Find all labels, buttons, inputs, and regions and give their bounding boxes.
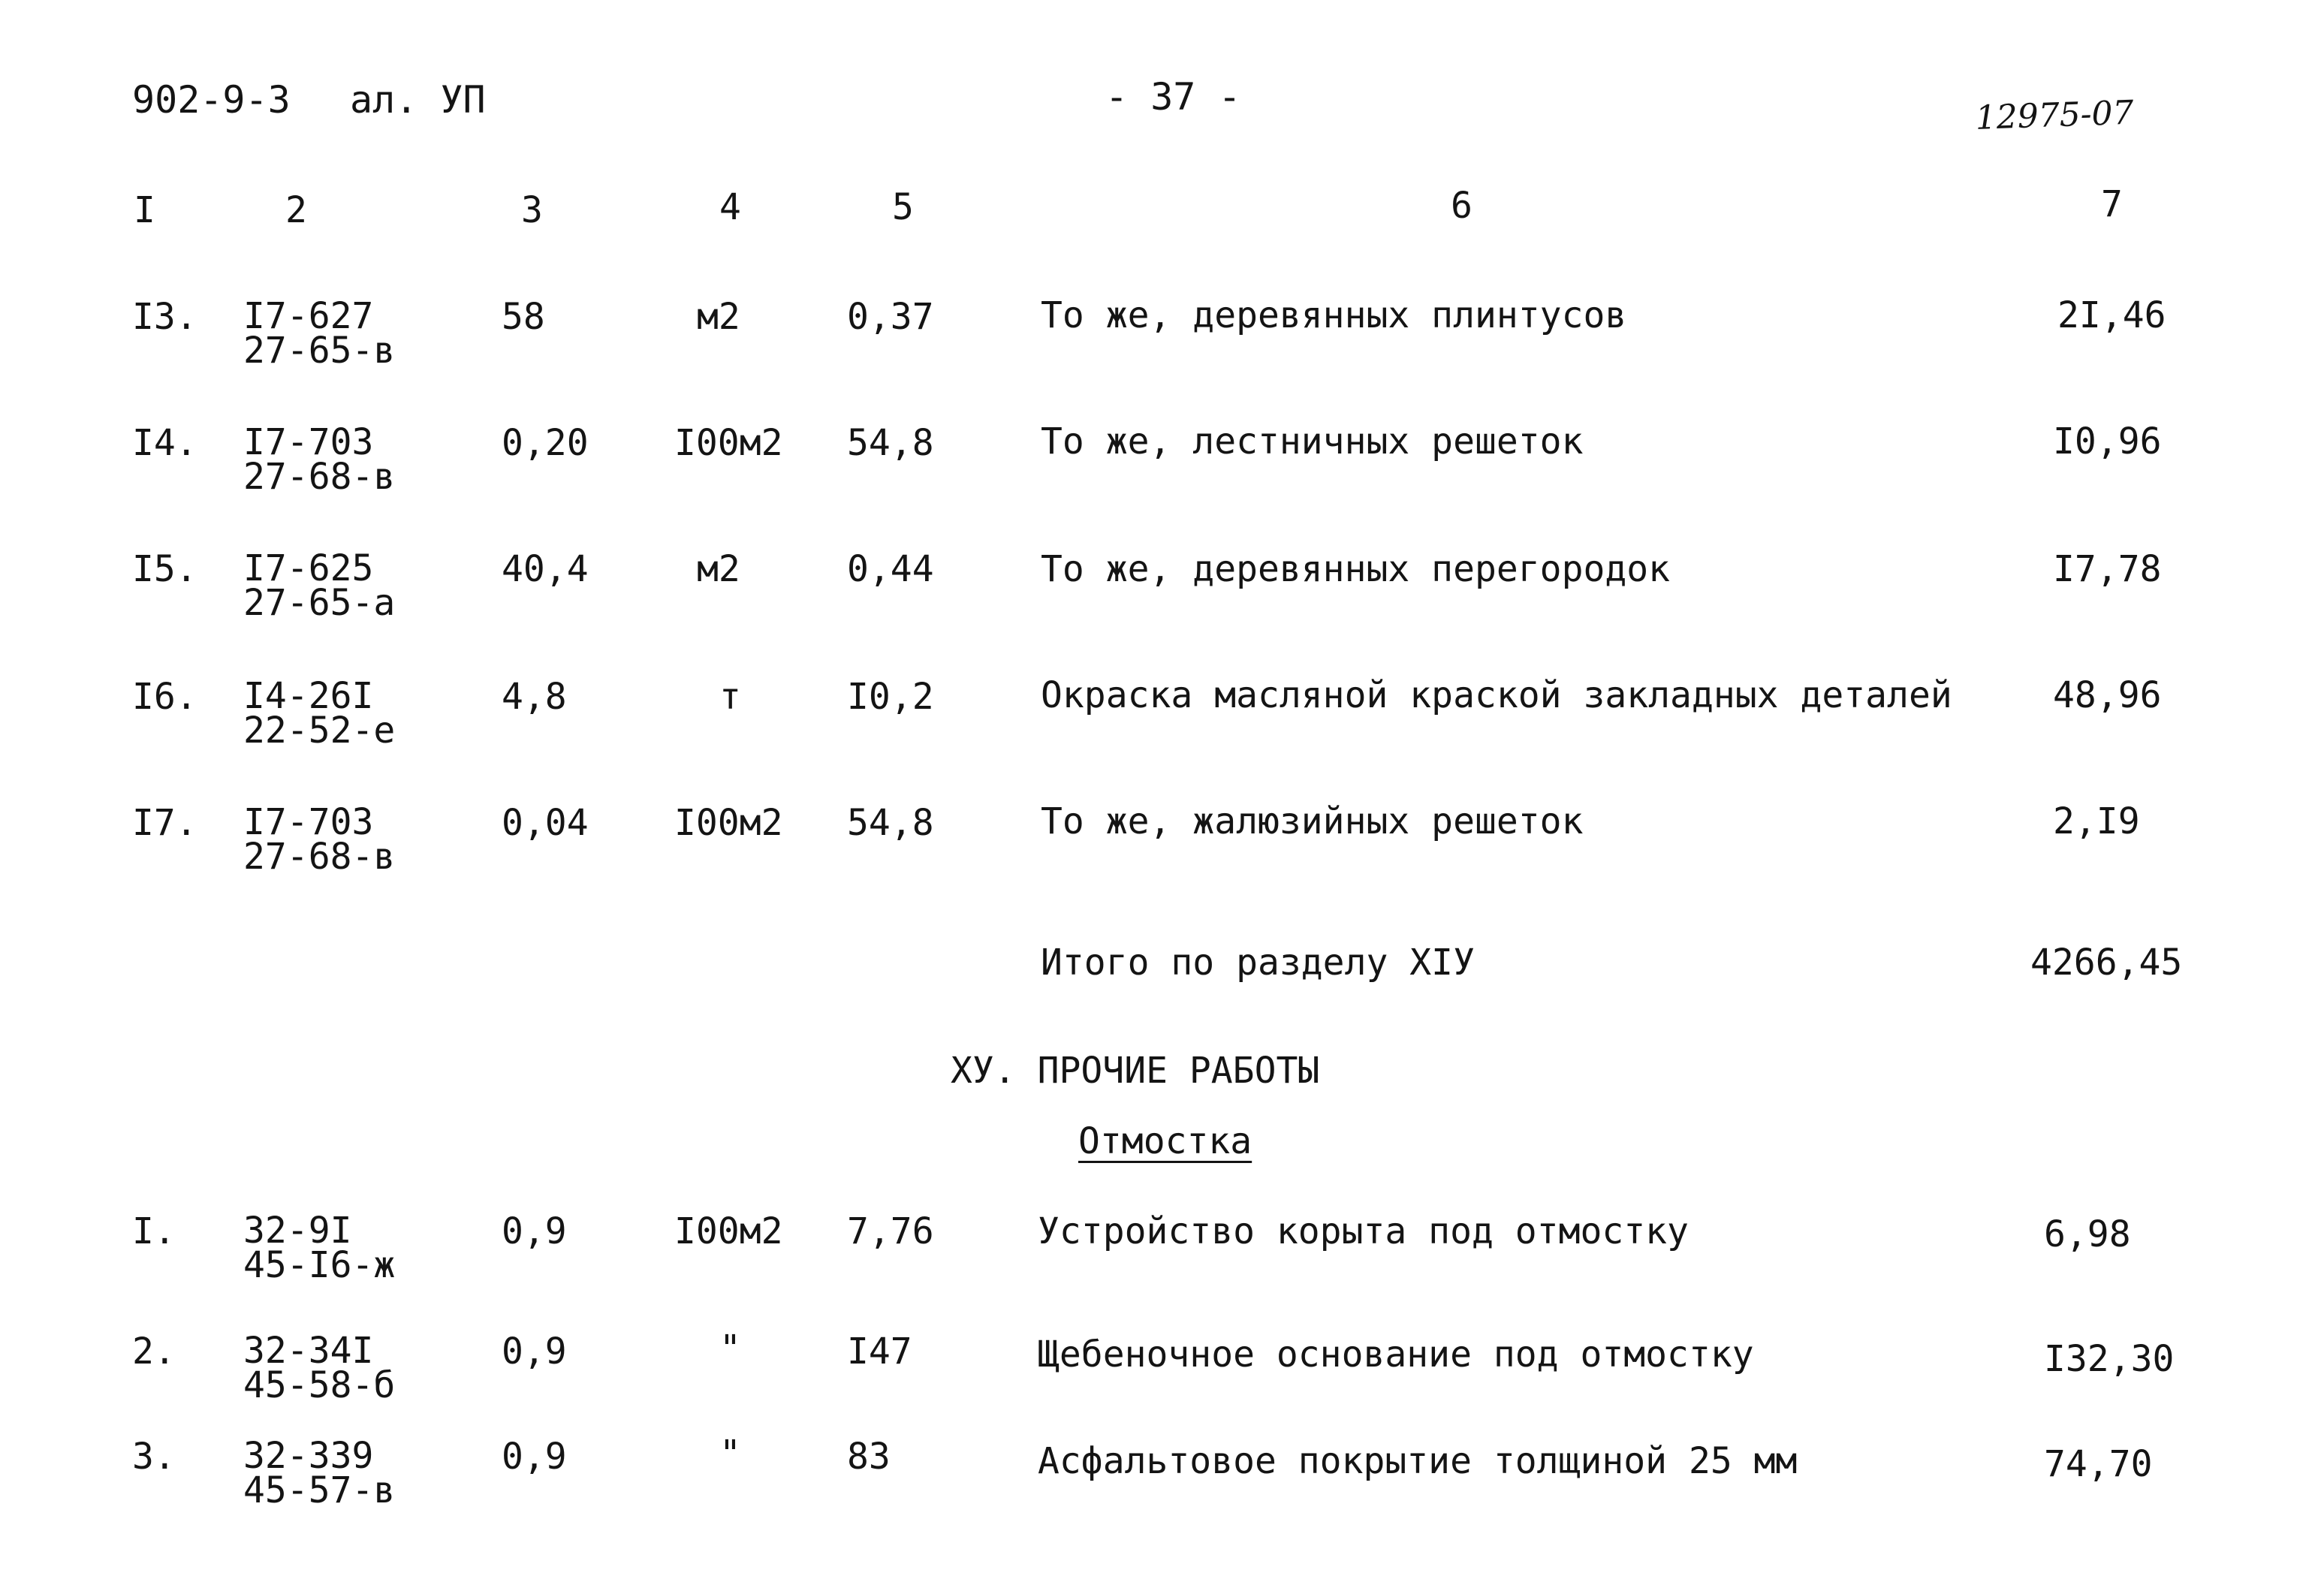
column-number: 7 (2101, 183, 2123, 225)
description: Окраска масляной краской закладных деталей (1041, 674, 1952, 716)
subsection-title: Отмостка (1078, 1120, 1252, 1162)
page-number: - 37 - (1105, 75, 1241, 119)
unit-price: 0,44 (847, 548, 934, 590)
unit-price: 83 (847, 1436, 891, 1478)
rate-code: I7-703 (243, 801, 374, 843)
price-code: 27-65-а (243, 582, 396, 624)
description: То же, деревянных перегородок (1041, 548, 1671, 590)
unit: м2 (697, 296, 740, 338)
ditto-mark: " (719, 1327, 741, 1370)
row-total: 2I,46 (2057, 294, 2166, 336)
rate-code: I7-625 (243, 547, 374, 589)
rate-code: I7-703 (243, 421, 374, 463)
album-label: ал. УП (350, 78, 486, 122)
quantity: 0,9 (502, 1330, 567, 1373)
rate-code: 32-34I (243, 1330, 374, 1372)
row-total: I32,30 (2044, 1338, 2175, 1380)
quantity: 0,9 (502, 1210, 567, 1252)
description: То же, лестничных решеток (1041, 420, 1584, 463)
price-code: 45-I6-ж (243, 1244, 396, 1286)
row-total: 48,96 (2053, 674, 2162, 716)
row-total: I7,78 (2053, 548, 2162, 590)
unit-price: 7,76 (847, 1210, 934, 1252)
unit: I00м2 (674, 422, 783, 464)
rate-code: 32-9I (243, 1210, 352, 1252)
quantity: 0,9 (502, 1436, 567, 1478)
row-total: 74,70 (2044, 1443, 2153, 1485)
column-number: I (134, 189, 155, 231)
row-total: I0,96 (2053, 420, 2162, 463)
unit: т (719, 676, 741, 718)
quantity: 0,20 (502, 422, 589, 464)
row-number: I7. (132, 802, 197, 844)
quantity: 58 (502, 296, 545, 338)
rate-code: I4-26I (243, 675, 374, 717)
row-number: I6. (132, 676, 197, 718)
ditto-mark: " (719, 1433, 741, 1475)
row-total: 6,98 (2044, 1213, 2131, 1255)
row-number: 3. (132, 1436, 176, 1478)
row-number: 2. (132, 1330, 176, 1373)
rate-code: 32-339 (243, 1435, 374, 1477)
quantity: 4,8 (502, 676, 567, 718)
quantity: 40,4 (502, 548, 589, 590)
price-code: 27-65-в (243, 330, 396, 372)
unit-price: I0,2 (847, 676, 934, 718)
unit: м2 (697, 548, 740, 590)
row-number: I5. (132, 548, 197, 590)
section-total-value: 4266,45 (2030, 942, 2183, 984)
column-number: 3 (521, 189, 543, 231)
section-total-label: Итого по разделу XIУ (1041, 942, 1475, 984)
price-code: 45-57-в (243, 1469, 396, 1511)
description: Щебеночное основание под отмостку (1038, 1333, 1754, 1376)
price-code: 22-52-е (243, 710, 396, 752)
description: То же, жалюзийных решеток (1041, 800, 1584, 842)
document-code: 902-9-3 (132, 78, 291, 122)
column-number: 4 (719, 186, 741, 228)
row-number: I4. (132, 422, 197, 464)
column-number: 2 (285, 189, 307, 231)
row-number: I3. (132, 296, 197, 338)
inventory-number: 12975-07 (1974, 93, 2135, 137)
unit-price: I47 (847, 1330, 912, 1373)
price-code: 27-68-в (243, 456, 396, 498)
description: Устройство корыта под отмостку (1038, 1210, 1689, 1252)
rate-code: I7-627 (243, 295, 374, 337)
description: То же, деревянных плинтусов (1041, 294, 1627, 336)
row-number: I. (132, 1210, 176, 1252)
column-number: 5 (892, 186, 914, 228)
column-number: 6 (1451, 185, 1472, 227)
unit: I00м2 (674, 802, 783, 844)
unit: I00м2 (674, 1210, 783, 1252)
price-code: 27-68-в (243, 836, 396, 878)
price-code: 45-58-б (243, 1364, 396, 1406)
row-total: 2,I9 (2053, 800, 2140, 842)
description: Асфальтовое покрытие толщиной 25 мм (1038, 1440, 1798, 1482)
unit-price: 54,8 (847, 422, 934, 464)
unit-price: 54,8 (847, 802, 934, 844)
quantity: 0,04 (502, 802, 589, 844)
section-title: XУ. ПРОЧИЕ РАБОТЫ (951, 1050, 1320, 1092)
unit-price: 0,37 (847, 296, 934, 338)
